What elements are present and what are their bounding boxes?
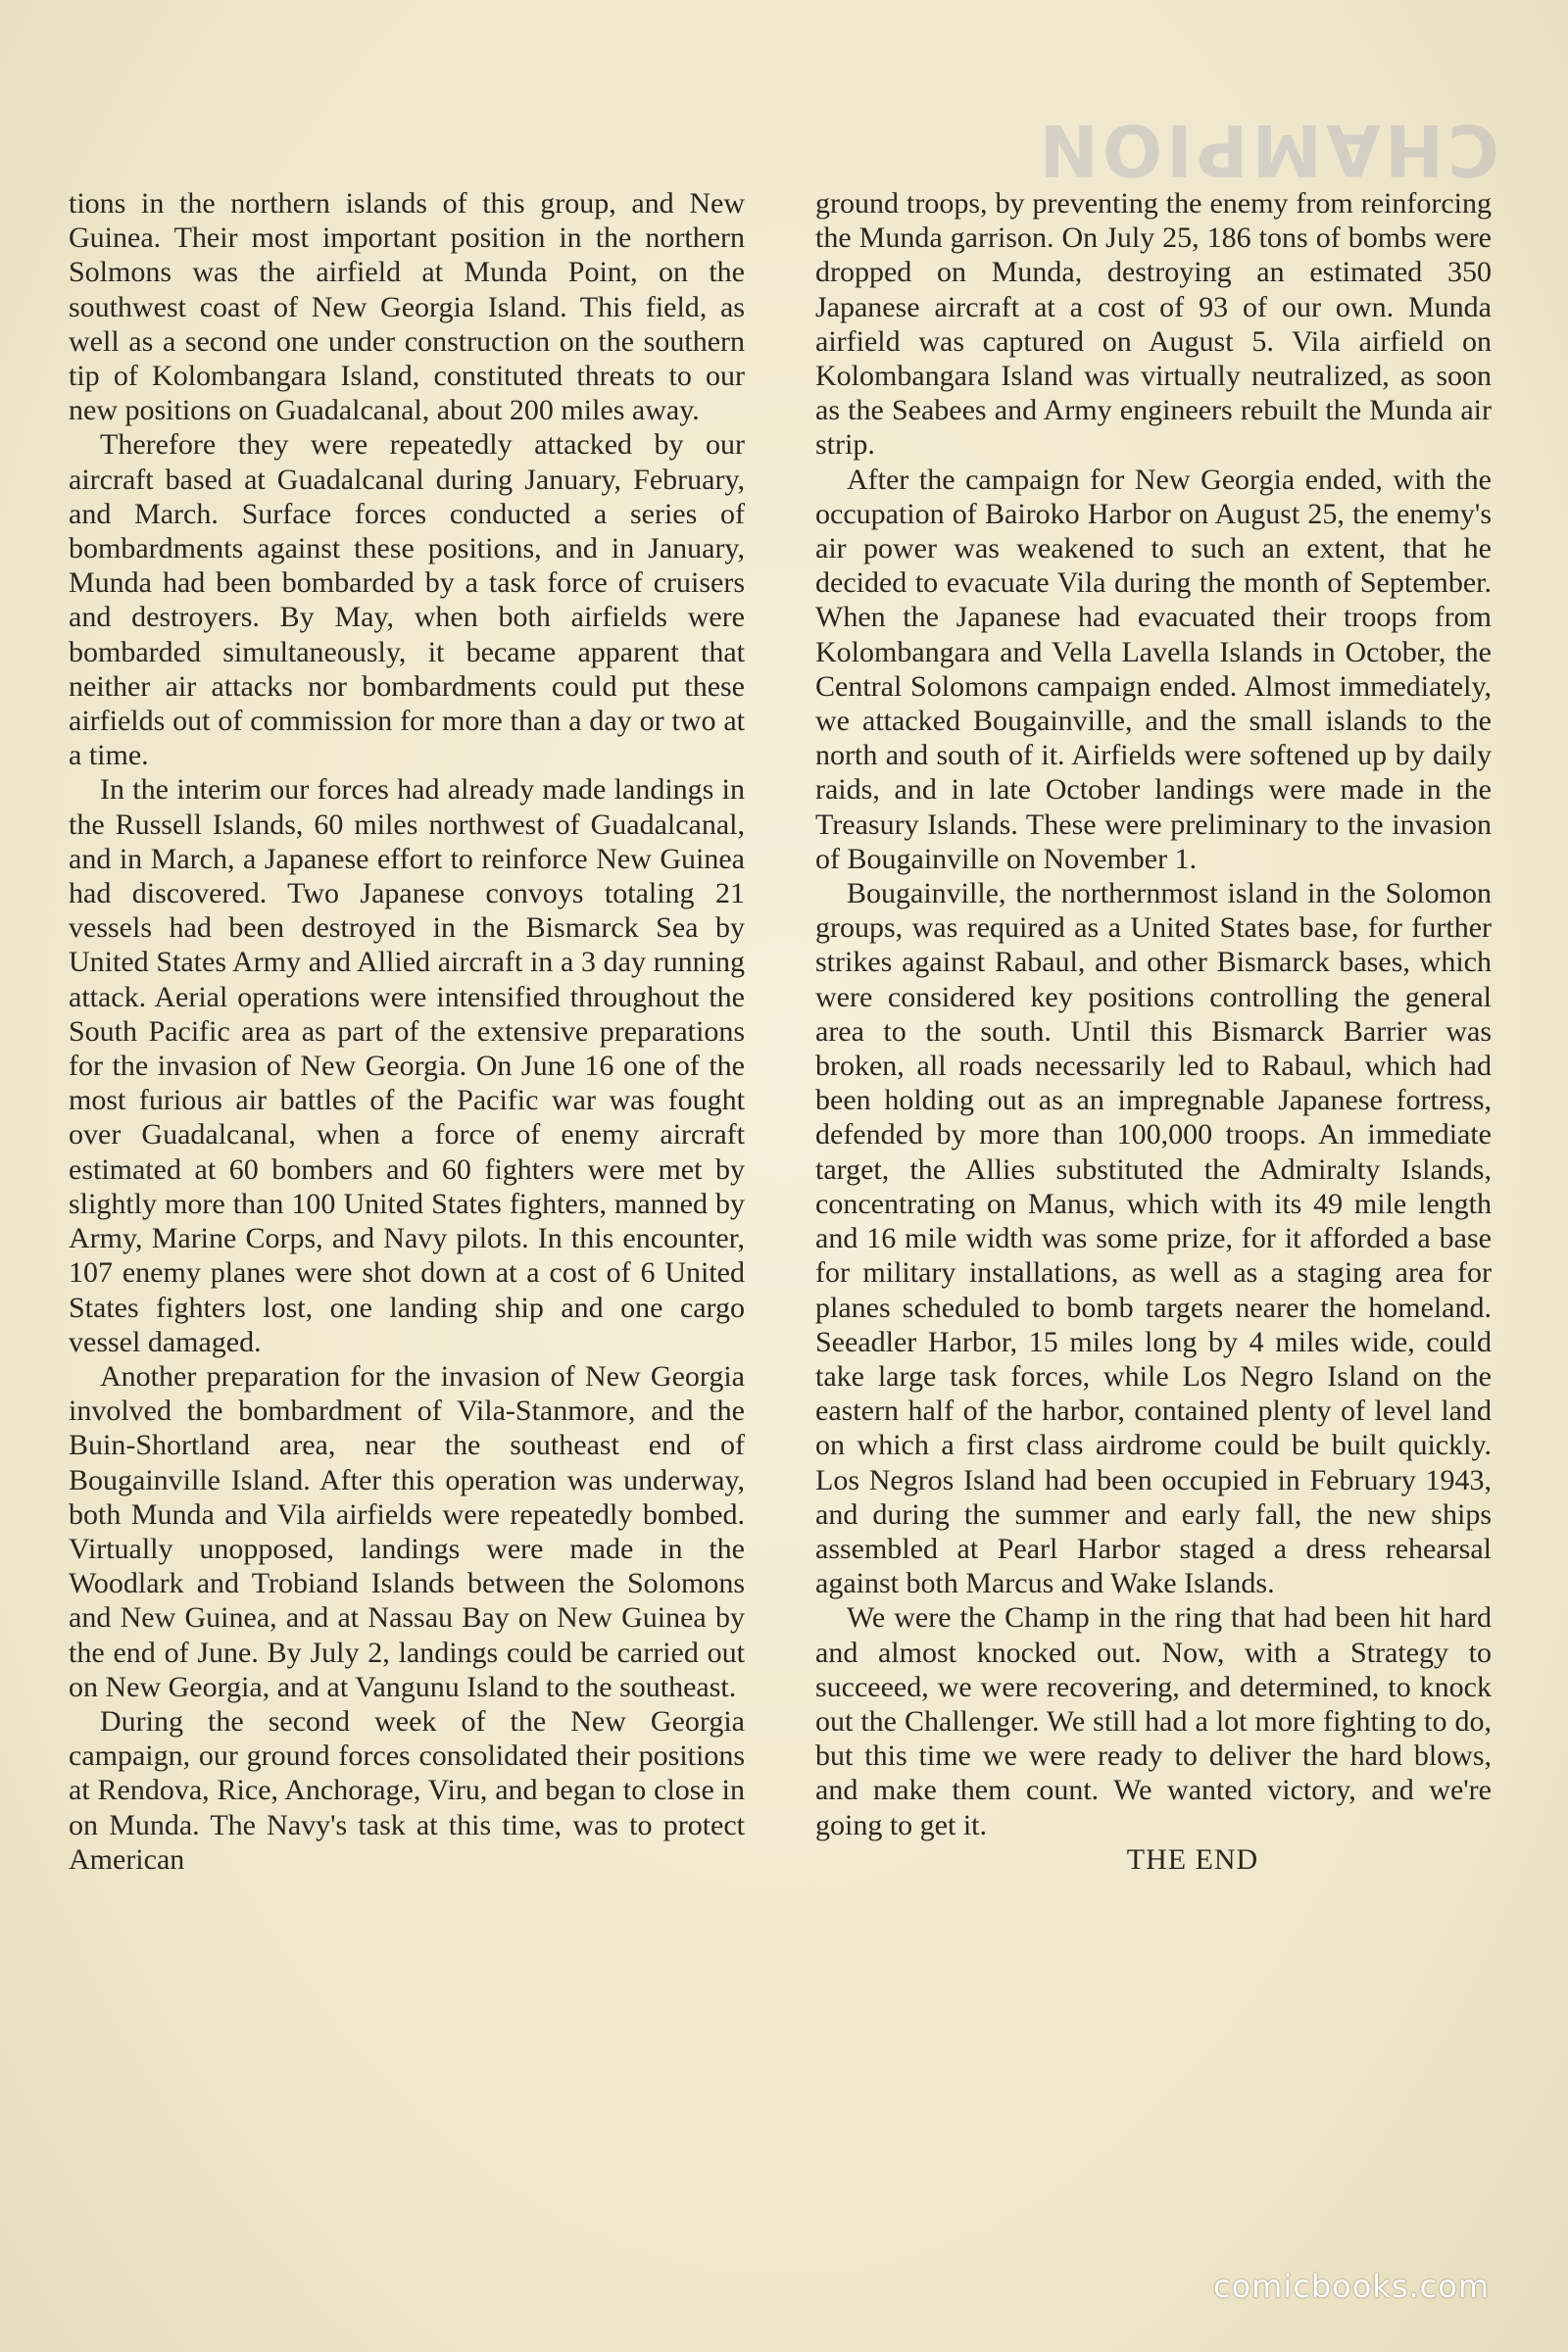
site-watermark: comicbooks.com — [1212, 2268, 1490, 2305]
paragraph: We were the Champ in the ring that had been hit hard and almost knocked out. Now, with a Strategy to succeeed, we were recovering, and determined, to knock out the Challenger. We still had a lot more fighting to do, but this time we were ready to deliver the hard blows, and make them count. We wanted victory, and we're going to get it. — [815, 1601, 1492, 1841]
the-end-label: THE END — [1126, 1842, 1259, 1876]
paragraph: tions in the northern islands of this group, and New Guinea. Their most important position in the northern Solmons was the airfield at Munda Point, on the southwest coast of New Georgia Island. This field, as well as a second one under construction on the southern tip of Kolombangara Island, constituted threats to our new positions on Guadalcanal, about 200 miles away. — [69, 187, 745, 427]
paragraph: During the second week of the New Georgia campaign, our ground forces consolidated their positions at Rendova, Rice, Anchorage, Viru, and began to close in on Munda. The Navy's task at this time, was to protect American — [69, 1704, 745, 1876]
paragraph: In the interim our forces had already made landings in the Russell Islands, 60 miles northwest of Guadalcanal, and in March, a Japanese effort to reinforce New Guinea had discovered. Two Japanese convoys totaling 21 vessels had been destroyed in the Bismarck Sea by United States Army and Allied aircraft in a 3 day running attack. Aerial operations were intensified throughout the South Pacific area as part of the extensive preparations for the invasion of New Georgia. On June 16 one of the most furious air battles of the Pacific war was fought over Guadalcanal, when a force of enemy aircraft estimated at 60 bombers and 60 fighters were met by slightly more than 100 United States fighters, manned by Army, Marine Corps, and Navy pilots. In this encounter, 107 enemy planes were shot down at a cost of 6 United States fighters lost, one landing ship and one cargo vessel damaged. — [69, 773, 745, 1358]
paragraph: Therefore they were repeatedly attacked by our aircraft based at Guadalcanal during January, February, and March. Surface forces conducted a series of bombardments against these positions, and in January, Munda had been bombarded by a task force of cruisers and destroyers. By May, when both airfields were bombarded simultaneously, it became apparent that neither air attacks nor bombardments could put these airfields out of commission for more than a day or two at a time. — [69, 428, 745, 772]
paragraph: ground troops, by preventing the enemy from reinforcing the Munda garrison. On July 25, 186 tons of bombs were dropped on Munda, destroying an estimated 350 Japanese aircraft at a cost of 93 of our own. Munda airfield was captured on August 5. Vila airfield on Kolombangara Island was virtually neutralized, as soon as the Seabees and Army engineers rebuilt the Munda air strip. — [815, 187, 1492, 462]
paragraph: Bougainville, the northernmost island in the Solomon groups, was required as a United States base, for further strikes against Rabaul, and other Bismarck bases, which were considered key positions controlling the general area to the south. Until this Bismarck Barrier was broken, all roads necessarily led to Rabaul, which had been holding out as an impregnable Japanese fortress, defended by more than 100,000 troops. An immediate target, the Allies substituted the Admiralty Islands, concentrating on Manus, which with its 49 mile length and 16 mile width was some prize, for it afforded a base for military installations, as well as a staging area for planes scheduled to bomb targets nearer the homeland. Seeadler Harbor, 15 miles long by 4 miles wide, could take large task forces, while Los Negro Island on the eastern half of the harbor, contained plenty of level land on which a first class airdrome could be built quickly. Los Negros Island had been occupied in February 1943, and during the summer and early fall, the new ships assembled at Pearl Harbor staged a dress rehearsal against both Marcus and Wake Islands. — [815, 877, 1492, 1600]
bleed-through-logo: CHAMPION — [1035, 109, 1499, 191]
paragraph: Another preparation for the invasion of New Georgia involved the bombardment of Vila-Stanmore, and the Buin-Shortland area, near the southeast end of Bougainville Island. After this operation was underway, both Munda and Vila airfields were repeatedly bombed. Virtually unopposed, landings were made in the Woodlark and Trobiand Islands between the Solomons and New Guinea, and at Nassau Bay on New Guinea by the end of June. By July 2, landings could be carried out on New Georgia, and at Vangunu Island to the southeast. — [69, 1359, 745, 1703]
paragraph: After the campaign for New Georgia ended, with the occupation of Bairoko Harbor on August 25, the enemy's air power was weakened to such an extent, that he decided to evacuate Vila during the month of September. When the Japanese had evacuated their troops from Kolombangara and Vella Lavella Islands in October, the Central Solomons campaign ended. Almost immediately, we attacked Bougainville, and the small islands to the north and south of it. Airfields were softened up by daily raids, and in late October landings were made in the Treasury Islands. These were preliminary to the invasion of Bougainville on November 1. — [815, 463, 1492, 875]
right-column — [815, 186, 1492, 2136]
left-column — [69, 186, 745, 2136]
